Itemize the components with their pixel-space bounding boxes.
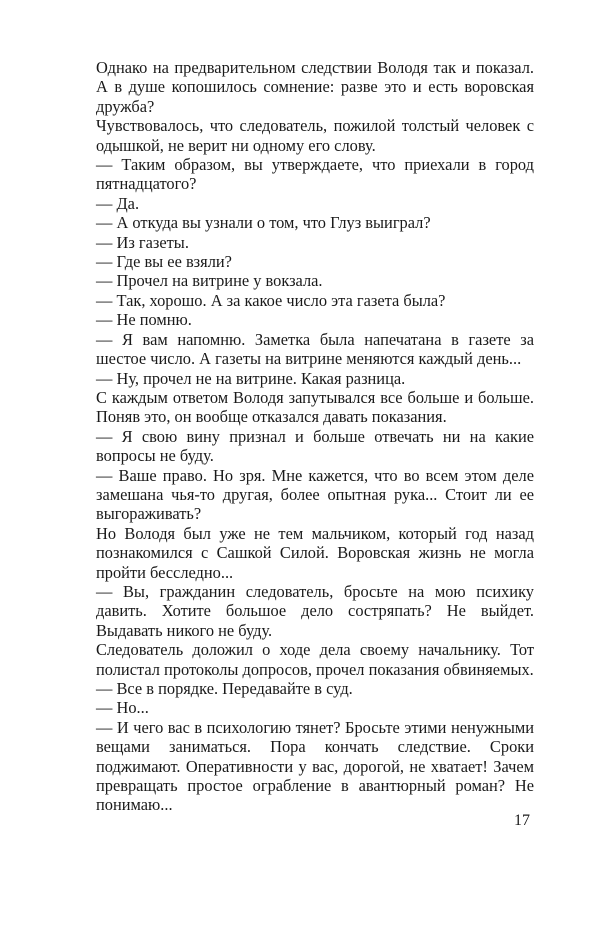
paragraph-1: Однако на предварительном следствии Володя так и показал. А в душе копошилось сомнение: разве это и есть воровская дружба? <box>96 58 534 116</box>
page-number: 17 <box>514 812 530 829</box>
paragraph-8: — Прочел на витрине у вокзала. <box>96 271 323 291</box>
paragraph-12: — Ну, прочел не на витрине. Какая разница. <box>96 368 406 388</box>
paragraph-6: — Из газеты. <box>96 232 189 252</box>
page-body-text <box>96 58 534 815</box>
paragraph-3: — Таким образом, вы утверждаете, что приехали в город пятнадцатого? <box>96 155 534 194</box>
paragraph-16: Но Володя был уже не тем мальчиком, который год назад познакомился с Сашкой Силой. Воровская жизнь не могла пройти бесследно... <box>96 523 534 582</box>
paragraph-7: — Где вы ее взяли? <box>96 252 232 272</box>
paragraph-18: Следователь доложил о ходе дела своему начальнику. Тот полистал протоколы допросов, прочел показания обвиняемых. <box>96 640 534 679</box>
paragraph-21: — И чего вас в психологию тянет? Бросьте этими ненужными вещами заниматься. Пора кончать следствие. Сроки поджимают. Оперативности у вас, дорогой, не хватает! Зачем превращать простое ограбление в авантюрный роман? Не понимаю... <box>96 717 534 815</box>
paragraph-11: — Я вам напомню. Заметка была напечатана в газете за шестое число. А газеты на витрине меняются каждый день... <box>96 329 534 369</box>
paragraph-15: — Ваше право. Но зря. Мне кажется, что во всем этом деле замешана чья-то другая, более опытная рука... Стоит ли ее выгораживать? <box>96 465 534 524</box>
paragraph-4: — Да. <box>96 193 140 213</box>
paragraph-14: — Я свою вину признал и больше отвечать ни на какие вопросы не буду. <box>96 426 534 466</box>
paragraph-17: — Вы, гражданин следователь, бросьте на мою психику давить. Хотите большое дело состряпать? Не выйдет. Выдавать никого не буду. <box>96 581 534 640</box>
paragraph-19: — Все в порядке. Передавайте в суд. <box>96 679 353 698</box>
paragraph-5: — А откуда вы узнали о том, что Глуз выиграл? <box>96 213 431 233</box>
paragraph-10: — Не помню. <box>96 310 192 330</box>
paragraph-20: — Но... <box>96 698 149 718</box>
paragraph-2: Чувствовалось, что следователь, пожилой толстый человек с одышкой, не верит ни одному его слову. <box>96 116 534 155</box>
paragraph-9: — Так, хорошо. А за какое число эта газета была? <box>96 290 446 310</box>
paragraph-13: С каждым ответом Володя запутывался все больше и больше. Поняв это, он вообще отказался давать показания. <box>96 387 534 427</box>
